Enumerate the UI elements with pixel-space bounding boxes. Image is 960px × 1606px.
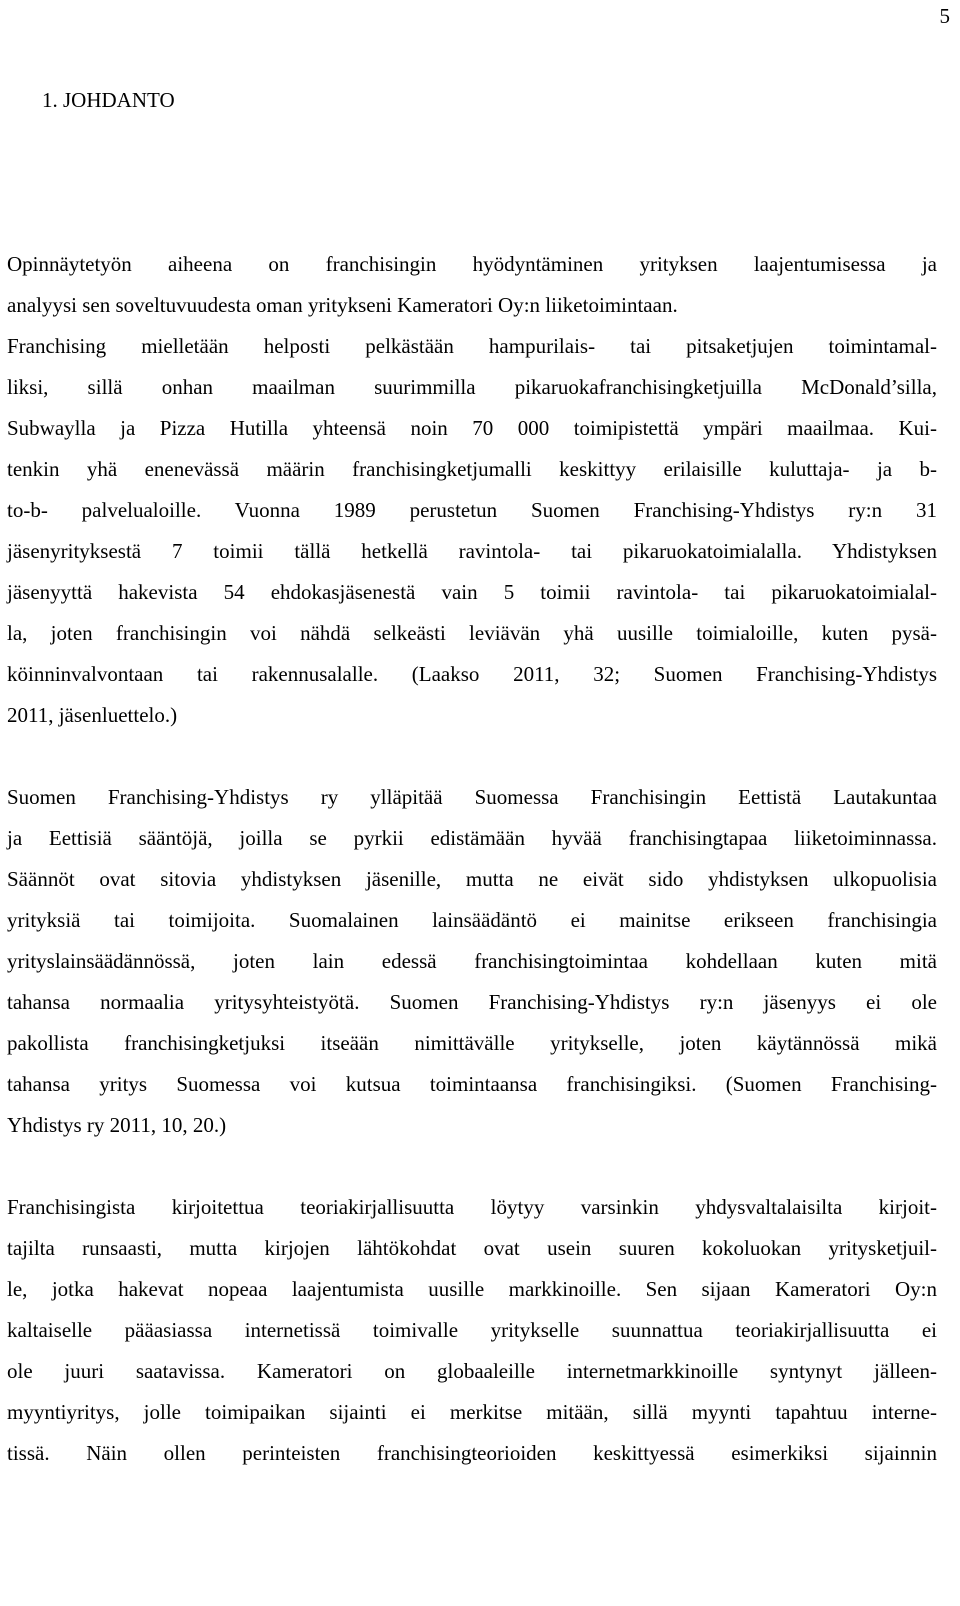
text-line: yrityslainsäädännössä, joten lain edessä franchisingtoimintaa kohdellaan kuten mitä xyxy=(7,949,937,973)
text-line: Franchisingista kirjoitettua teoriakirjallisuutta löytyy varsinkin yhdysvaltalaisilta kirjoit- xyxy=(7,1195,937,1219)
text-line: ja Eettisiä sääntöjä, joilla se pyrkii edistämään hyvää franchisingtapaa liiketoiminnassa. xyxy=(7,826,937,850)
text-line: pakollista franchisingketjuksi itseään nimittävälle yritykselle, joten käytännössä mikä xyxy=(7,1031,937,1055)
text-line: tahansa yritys Suomessa voi kutsua toimintaansa franchisingiksi. (Suomen Franchising- xyxy=(7,1072,937,1096)
text-line: jäsenyrityksestä 7 toimii tällä hetkellä ravintola- tai pikaruokatoimialalla. Yhdistyksen xyxy=(7,539,937,563)
text-line: köinninvalvontaan tai rakennusalalle. (Laakso 2011, 32; Suomen Franchising-Yhdistys xyxy=(7,662,937,686)
text-line: Opinnäytetyön aiheena on franchisingin hyödyntäminen yrityksen laajentumisessa ja xyxy=(7,252,937,276)
text-line: Suomen Franchising-Yhdistys ry ylläpitää Suomessa Franchisingin Eettistä Lautakuntaa xyxy=(7,785,937,809)
body-text xyxy=(7,244,937,1474)
text-line: tajilta runsaasti, mutta kirjojen lähtökohdat ovat usein suuren kokoluokan yritysketjuil- xyxy=(7,1236,937,1260)
chapter-heading: 1. JOHDANTO xyxy=(42,88,175,112)
paragraph-theory-literature xyxy=(7,1187,937,1474)
text-line: myyntiyritys, jolle toimipaikan sijainti ei merkitse mitään, sillä myynti tapahtuu interne- xyxy=(7,1400,937,1424)
text-line: yrityksiä tai toimijoita. Suomalainen lainsäädäntö ei mainitse erikseen franchisingia xyxy=(7,908,937,932)
text-line: Franchising mielletään helposti pelkästään hampurilais- tai pitsaketjujen toimintamal- xyxy=(7,334,937,358)
paragraph-topic xyxy=(7,244,937,326)
text-line: tissä. Näin ollen perinteisten franchisingteorioiden keskittyessä esimerkiksi sijainnin xyxy=(7,1441,937,1465)
text-line: analyysi sen soveltuvuudesta oman yritykseni Kameratori Oy:n liiketoimintaan. xyxy=(7,293,678,317)
text-line: 2011, jäsenluettelo.) xyxy=(7,703,178,727)
text-line: tenkin yhä enenevässä määrin franchisingketjumalli keskittyy erilaisille kuluttaja- ja b- xyxy=(7,457,937,481)
text-line: ole juuri saatavissa. Kameratori on globaaleille internetmarkkinoille syntynyt jälleen- xyxy=(7,1359,937,1383)
text-line: tahansa normaalia yritysyhteistyötä. Suomen Franchising-Yhdistys ry:n jäsenyys ei ole xyxy=(7,990,937,1014)
text-line: Säännöt ovat sitovia yhdistyksen jäsenille, mutta ne eivät sido yhdistyksen ulkopuolisia xyxy=(7,867,937,891)
text-line: Yhdistys ry 2011, 10, 20.) xyxy=(7,1113,227,1137)
text-line: liksi, sillä onhan maailman suurimmilla pikaruokafranchisingketjuilla McDonald’silla, xyxy=(7,375,937,399)
paragraph-ethics-rules xyxy=(7,777,937,1146)
text-line: to-b- palvelualoille. Vuonna 1989 perustetun Suomen Franchising-Yhdistys ry:n 31 xyxy=(7,498,937,522)
text-line: kaltaiselle pääasiassa internetissä toimivalle yritykselle suunnattua teoriakirjallisuutta ei xyxy=(7,1318,937,1342)
paragraph-franchising-sectors xyxy=(7,326,937,736)
text-line: la, joten franchisingin voi nähdä selkeästi leviävän yhä uusille toimialoille, kuten pysä- xyxy=(7,621,937,645)
text-line: le, jotka hakevat nopeaa laajentumista uusille markkinoille. Sen sijaan Kameratori Oy:n xyxy=(7,1277,937,1301)
text-line: Subwaylla ja Pizza Hutilla yhteensä noin 70 000 toimipistettä ympäri maailmaa. Kui- xyxy=(7,416,937,440)
page-number: 5 xyxy=(939,4,950,28)
text-line: jäsenyyttä hakevista 54 ehdokasjäsenestä vain 5 toimii ravintola- tai pikaruokatoimialal- xyxy=(7,580,937,604)
